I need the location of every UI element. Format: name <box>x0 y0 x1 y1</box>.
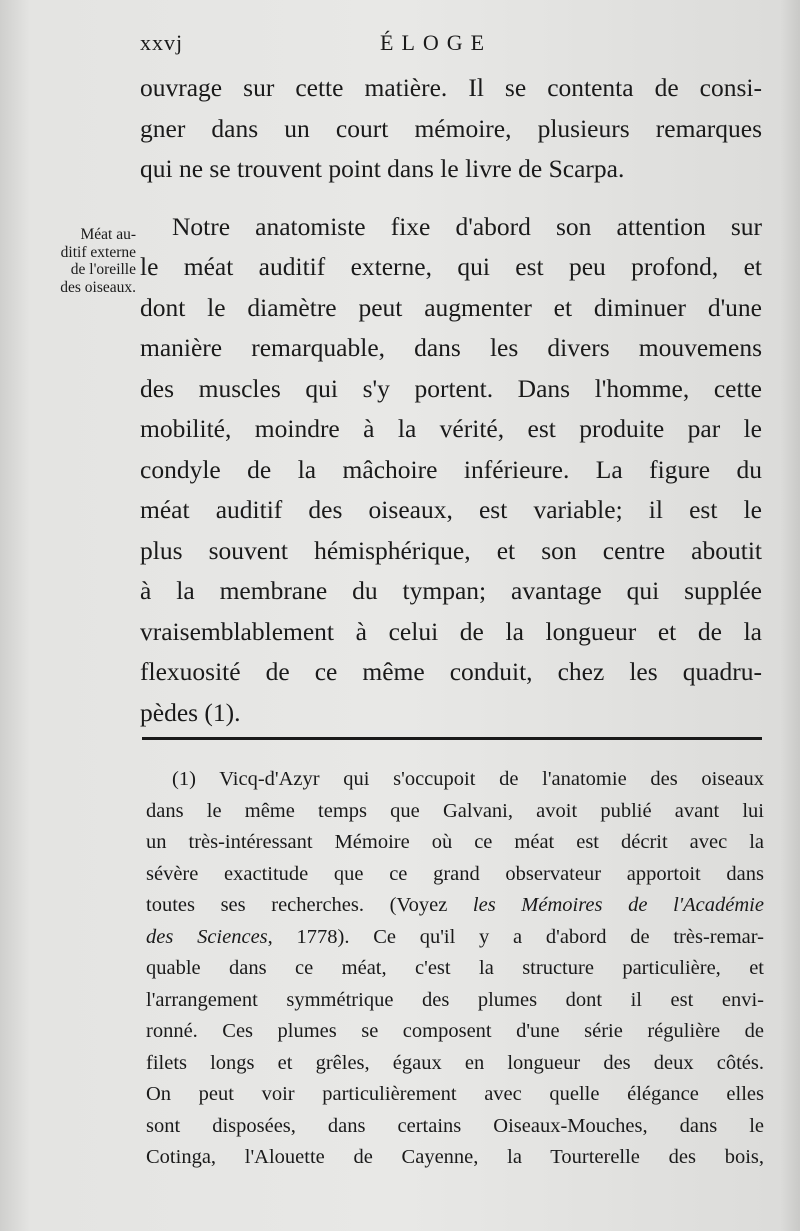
footnote-rule <box>142 737 762 740</box>
text-line: qui ne se trouvent point dans le livre de Scarpa. <box>140 154 625 183</box>
running-head <box>140 30 760 60</box>
margin-note <box>18 226 136 296</box>
footnote-line <box>146 922 764 954</box>
footnote-line <box>146 890 764 922</box>
text-line: méat auditif des oiseaux, est variable; il est le <box>140 495 762 524</box>
body-text <box>140 68 762 733</box>
footnote-line: Cotinga, l'Alouette de Cayenne, la Tourterelle des bois, <box>146 1146 764 1168</box>
footnote-line: (1) Vicq-d'Azyr qui s'occupoit de l'anatomie des oiseaux <box>172 768 764 790</box>
footnote-line: filets longs et grêles, égaux en longueur des deux côtés. <box>146 1051 764 1074</box>
text-line: vraisemblablement à celui de la longueur et de la <box>140 616 762 646</box>
text-line: plus souvent hémisphérique, et son centre aboutit <box>140 535 762 565</box>
margin-note-line: Méat au- <box>80 226 136 243</box>
text-line: pèdes (1). <box>140 697 241 727</box>
paragraph-1 <box>140 68 762 190</box>
text-line: dont le diamètre peut augmenter et diminuer d'une <box>140 292 762 322</box>
text-line: ouvrage sur cette matière. Il se contenta de consi- <box>140 73 762 102</box>
footnote-line: un très-intéressant Mémoire où ce méat est décrit avec la <box>146 831 764 853</box>
paragraph-2 <box>140 207 762 734</box>
running-title: ÉLOGE <box>380 30 493 55</box>
text-line: condyle de la mâchoire inférieure. La figure du <box>140 454 762 484</box>
footnote-line: quable dans ce méat, c'est la structure particulière, et <box>146 957 764 979</box>
footnote-line: sévère exactitude que ce grand observateur apportoit dans <box>146 862 764 885</box>
footnote-line: dans le même temps que Galvani, avoit publié avant lui <box>146 799 764 822</box>
footnote-citation: les Mémoires de l'Académie <box>472 894 764 916</box>
text-line: gner dans un court mémoire, plusieurs remarques <box>140 113 762 143</box>
footnote-text: toutes ses recherches. (Voyez <box>146 894 473 916</box>
text-line: flexuosité de ce même conduit, chez les quadru- <box>140 657 762 686</box>
text-line: manière remarquable, dans les divers mouvemens <box>140 333 762 362</box>
text-line: à la membrane du tympan; avantage qui supplée <box>140 576 762 605</box>
text-line: Notre anatomiste fixe d'abord son attention sur <box>172 211 762 241</box>
text-line: mobilité, moindre à la vérité, est produite par le <box>140 414 762 443</box>
margin-note-line: des oiseaux. <box>60 278 136 296</box>
footnote-line: l'arrangement symmétrique des plumes dont il est envi- <box>146 988 764 1011</box>
text-line: le méat auditif externe, qui est peu profond, et <box>140 252 762 281</box>
footnote-line: sont disposées, dans certains Oiseaux-Mouches, dans le <box>146 1114 764 1137</box>
margin-note-line: de l'oreille <box>70 261 136 278</box>
footnote-citation: des Sciences <box>146 925 268 948</box>
footnote-line: ronné. Ces plumes se composent d'une série régulière de <box>146 1020 764 1042</box>
text-line: des muscles qui s'y portent. Dans l'homme, cette <box>140 373 762 403</box>
footnote-line: On peut voir particulièrement avec quelle élégance elles <box>146 1083 764 1105</box>
page-number: xxvj <box>140 30 184 55</box>
footnote-text: , 1778). Ce qu'il y a d'abord de très-remar- <box>267 925 764 948</box>
footnote <box>146 764 764 1174</box>
margin-note-line: ditif externe <box>60 243 136 261</box>
